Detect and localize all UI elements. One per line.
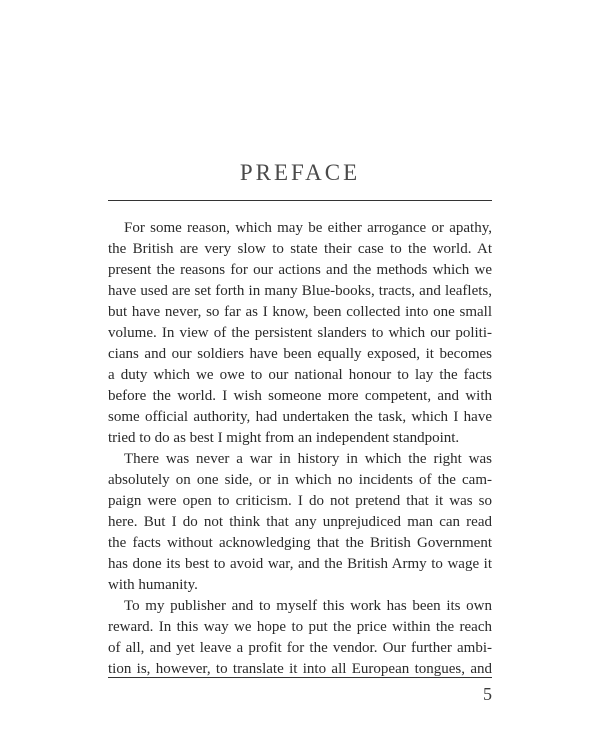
text-line: of all, and yet leave a profit for the vendor. Our further ambi-: [108, 640, 492, 656]
text-line: with humanity.: [108, 577, 198, 593]
text-line: has done its best to avoid war, and the British Army to wage it: [108, 556, 492, 572]
text-line: tried to do as best I might from an independent standpoint.: [108, 430, 460, 446]
title-rule: [108, 200, 492, 201]
text-line: reward. In this way we hope to put the price within the reach: [108, 619, 492, 635]
text-line: have used are set forth in many Blue-books, tracts, and leaflets,: [108, 283, 492, 299]
text-line: There was never a war in history in which the right was: [124, 451, 492, 467]
text-line: a duty which we owe to our national honour to lay the facts: [108, 367, 492, 383]
text-line: For some reason, which may be either arrogance or apathy,: [124, 220, 492, 236]
page-title: PREFACE: [239, 160, 361, 185]
text-line: the facts without acknowledging that the British Government: [108, 535, 492, 551]
text-line: tion is, however, to translate it into all European tongues, and: [108, 661, 492, 677]
text-line: here. But I do not think that any unprejudiced man can read: [108, 514, 492, 530]
footer-rule: [108, 677, 492, 678]
text-line: some official authority, had undertaken the task, which I have: [108, 409, 492, 425]
text-line: absolutely on one side, or in which no incidents of the cam-: [108, 472, 492, 488]
text-line: present the reasons for our actions and the methods which we: [108, 262, 492, 278]
text-line: cians and our soldiers have been equally exposed, it becomes: [108, 346, 492, 362]
text-line: before the world. I wish someone more competent, and with: [108, 388, 492, 404]
text-line: the British are very slow to state their case to the world. At: [108, 241, 492, 257]
text-line: volume. In view of the persistent slanders to which our politi-: [108, 325, 492, 341]
text-line: To my publisher and to myself this work has been its own: [124, 598, 492, 614]
text-line: but have never, so far as I know, been collected into one small: [108, 304, 492, 320]
page-number: 5: [483, 684, 492, 704]
text-line: paign were open to criticism. I do not pretend that it was so: [108, 493, 492, 509]
preface-body: [108, 218, 492, 680]
